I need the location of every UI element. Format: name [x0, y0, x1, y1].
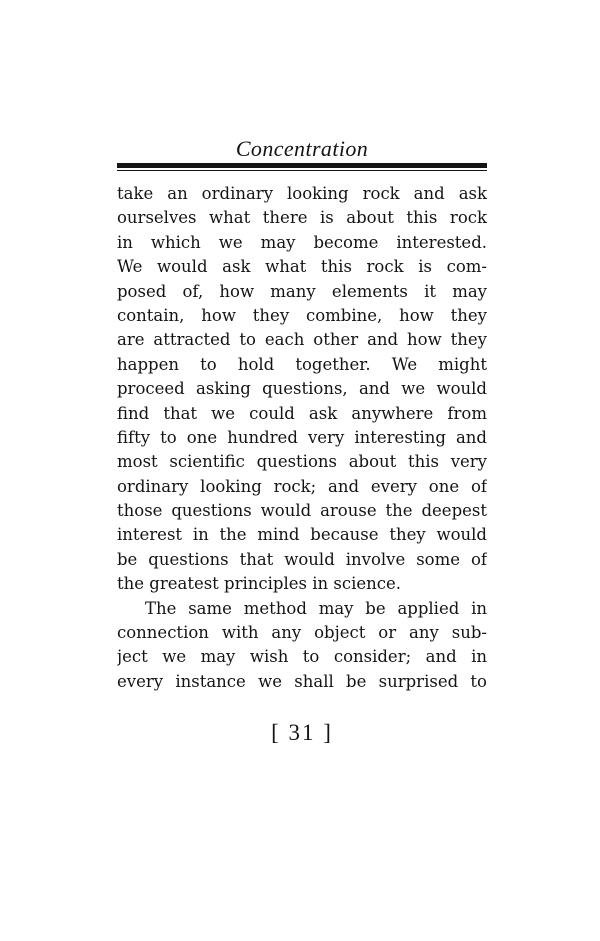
- page-number: [ 31 ]: [271, 720, 333, 745]
- text-line: posed of, how many elements it may: [117, 281, 487, 301]
- text-line: be questions that would involve some of: [117, 549, 487, 569]
- text-line: most scientific questions about this very: [117, 452, 487, 472]
- text-line: the greatest principles in science.: [117, 574, 402, 594]
- text-line: are attracted to each other and how they: [117, 330, 487, 350]
- text-line: fifty to one hundred very interesting and: [117, 427, 487, 447]
- text-line: happen to hold together. We might: [117, 354, 487, 374]
- text-line: find that we could ask anywhere from: [117, 403, 487, 423]
- text-line: proceed asking questions, and we would: [117, 379, 487, 399]
- text-line: The same method may be applied in: [145, 598, 487, 618]
- text-line: those questions would arouse the deepest: [117, 501, 487, 521]
- body-text: [117, 182, 487, 694]
- text-line: contain, how they combine, how they: [117, 305, 487, 325]
- text-line: take an ordinary looking rock and ask: [117, 184, 487, 203]
- text-line: ordinary looking rock; and every one of: [117, 476, 487, 496]
- header-rule-thick: [117, 163, 487, 168]
- text-line: in which we may become interested.: [117, 232, 487, 252]
- text-line: interest in the mind because they would: [117, 525, 487, 545]
- text-line: ject we may wish to consider; and in: [117, 647, 487, 667]
- text-line: We would ask what this rock is com-: [117, 257, 487, 277]
- text-line: ourselves what there is about this rock: [117, 208, 487, 228]
- running-head: Concentration: [235, 136, 369, 161]
- text-line: every instance we shall be surprised to: [117, 671, 487, 691]
- header-rule-thin: [117, 170, 487, 171]
- text-line: connection with any object or any sub-: [117, 623, 487, 643]
